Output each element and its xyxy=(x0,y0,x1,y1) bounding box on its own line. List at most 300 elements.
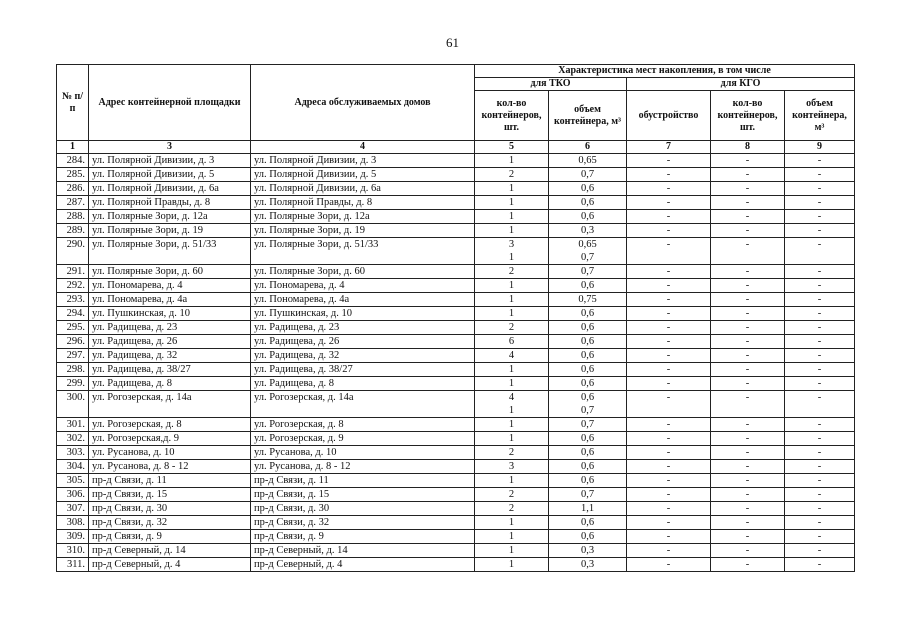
row-number: 298. xyxy=(57,363,89,377)
kgo-container-count: - xyxy=(711,516,785,530)
table-row xyxy=(57,182,855,196)
kgo-container-volume: - xyxy=(785,502,855,516)
kgo-equipment: - xyxy=(627,307,711,321)
site-address: пр-д Северный, д. 4 xyxy=(89,558,251,572)
site-address: ул. Радищева, д. 32 xyxy=(89,349,251,363)
tko-container-volume xyxy=(549,488,627,502)
served-houses: ул. Полярной Дивизии, д. 5 xyxy=(251,168,475,182)
kgo-container-volume: - xyxy=(785,391,855,418)
header-characteristics: Характеристика мест накопления, в том числе xyxy=(475,65,855,78)
container-sites-table xyxy=(56,64,855,572)
tko-container-count-value: 1 xyxy=(508,211,515,222)
column-number: 7 xyxy=(627,141,711,154)
header-tko-count: кол-во контейнеров, шт. xyxy=(475,91,549,141)
served-houses: ул. Русанова, д. 10 xyxy=(251,446,475,460)
row-number: 286. xyxy=(57,182,89,196)
tko-container-count-value: 1 xyxy=(508,559,515,570)
tko-container-count-value: 1 xyxy=(508,517,515,528)
served-houses: ул. Полярные Зори, д. 51/33 xyxy=(251,238,475,265)
kgo-container-count: - xyxy=(711,293,785,307)
served-houses: ул. Радищева, д. 32 xyxy=(251,349,475,363)
header-num: № п/п xyxy=(57,65,89,141)
tko-container-volume xyxy=(549,182,627,196)
kgo-container-volume: - xyxy=(785,544,855,558)
kgo-container-volume: - xyxy=(785,307,855,321)
row-number: 285. xyxy=(57,168,89,182)
table-row xyxy=(57,460,855,474)
kgo-container-volume: - xyxy=(785,182,855,196)
row-number: 304. xyxy=(57,460,89,474)
page-number: 61 xyxy=(446,35,459,50)
site-address: пр-д Связи, д. 32 xyxy=(89,516,251,530)
site-address: ул. Радищева, д. 26 xyxy=(89,335,251,349)
tko-container-count xyxy=(475,321,549,335)
tko-container-count xyxy=(475,474,549,488)
site-address: ул. Радищева, д. 23 xyxy=(89,321,251,335)
tko-container-count-value: 1 xyxy=(508,183,515,194)
kgo-container-volume: - xyxy=(785,516,855,530)
kgo-container-count: - xyxy=(711,224,785,238)
table-row xyxy=(57,558,855,572)
kgo-container-count: - xyxy=(711,279,785,293)
tko-container-count-value: 1 xyxy=(508,378,515,389)
served-houses: пр-д Связи, д. 32 xyxy=(251,516,475,530)
tko-container-volume xyxy=(549,516,627,530)
tko-container-count xyxy=(475,530,549,544)
table-row xyxy=(57,293,855,307)
tko-container-volume xyxy=(549,168,627,182)
kgo-equipment: - xyxy=(627,530,711,544)
tko-container-count xyxy=(475,182,549,196)
tko-container-volume xyxy=(549,210,627,224)
tko-container-volume-value: 0,6 xyxy=(580,280,595,291)
kgo-container-volume: - xyxy=(785,224,855,238)
table-row xyxy=(57,391,855,418)
table-row xyxy=(57,363,855,377)
tko-container-volume-value: 0,3 xyxy=(580,545,595,556)
kgo-container-volume: - xyxy=(785,335,855,349)
kgo-equipment: - xyxy=(627,391,711,418)
row-number: 303. xyxy=(57,446,89,460)
kgo-container-count: - xyxy=(711,446,785,460)
tko-container-count-value: 1 xyxy=(508,405,515,416)
tko-container-count xyxy=(475,418,549,432)
tko-container-count xyxy=(475,544,549,558)
tko-container-count-value: 1 xyxy=(508,280,515,291)
tko-container-count xyxy=(475,391,549,418)
table-row xyxy=(57,418,855,432)
table-row xyxy=(57,265,855,279)
tko-container-count xyxy=(475,265,549,279)
tko-container-volume xyxy=(549,279,627,293)
tko-container-volume-value: 0,6 xyxy=(580,183,595,194)
tko-container-volume xyxy=(549,335,627,349)
kgo-container-volume: - xyxy=(785,279,855,293)
kgo-container-count: - xyxy=(711,418,785,432)
site-address: ул. Пономарева, д. 4 xyxy=(89,279,251,293)
kgo-equipment: - xyxy=(627,210,711,224)
table-row xyxy=(57,502,855,516)
served-houses: ул. Рогозерская, д. 9 xyxy=(251,432,475,446)
row-number: 301. xyxy=(57,418,89,432)
column-number: 8 xyxy=(711,141,785,154)
row-number: 294. xyxy=(57,307,89,321)
tko-container-count-value: 3 xyxy=(508,239,515,250)
tko-container-volume-value: 0,7 xyxy=(580,405,595,416)
row-number: 291. xyxy=(57,265,89,279)
kgo-container-count: - xyxy=(711,349,785,363)
table-row xyxy=(57,488,855,502)
served-houses: ул. Полярные Зори, д. 60 xyxy=(251,265,475,279)
row-number: 296. xyxy=(57,335,89,349)
tko-container-volume-value: 0,6 xyxy=(580,336,595,347)
kgo-container-volume: - xyxy=(785,168,855,182)
tko-container-count xyxy=(475,196,549,210)
kgo-container-count: - xyxy=(711,335,785,349)
kgo-container-count: - xyxy=(711,210,785,224)
tko-container-volume-value: 0,3 xyxy=(580,559,595,570)
kgo-container-count: - xyxy=(711,238,785,265)
header-kgo-volume: объем контейнера, м³ xyxy=(785,91,855,141)
row-number: 310. xyxy=(57,544,89,558)
tko-container-count-value: 1 xyxy=(508,419,515,430)
kgo-equipment: - xyxy=(627,154,711,168)
tko-container-count-value: 1 xyxy=(508,252,515,263)
tko-container-count xyxy=(475,349,549,363)
tko-container-count-value: 2 xyxy=(508,503,515,514)
served-houses: ул. Радищева, д. 26 xyxy=(251,335,475,349)
tko-container-volume xyxy=(549,238,627,265)
row-number: 287. xyxy=(57,196,89,210)
kgo-equipment: - xyxy=(627,349,711,363)
tko-container-count-value: 1 xyxy=(508,308,515,319)
kgo-equipment: - xyxy=(627,544,711,558)
served-houses: пр-д Связи, д. 9 xyxy=(251,530,475,544)
tko-container-volume-value: 0,6 xyxy=(580,322,595,333)
tko-container-volume-value: 0,6 xyxy=(580,461,595,472)
kgo-equipment: - xyxy=(627,377,711,391)
table-row xyxy=(57,446,855,460)
table-row xyxy=(57,279,855,293)
kgo-container-count: - xyxy=(711,168,785,182)
row-number: 308. xyxy=(57,516,89,530)
site-address: пр-д Связи, д. 11 xyxy=(89,474,251,488)
site-address: ул. Русанова, д. 8 - 12 xyxy=(89,460,251,474)
tko-container-count xyxy=(475,238,549,265)
row-number: 305. xyxy=(57,474,89,488)
tko-container-count-value: 2 xyxy=(508,169,515,180)
tko-container-volume xyxy=(549,224,627,238)
site-address: пр-д Северный, д. 14 xyxy=(89,544,251,558)
served-houses: ул. Полярной Правды, д. 8 xyxy=(251,196,475,210)
site-address: пр-д Связи, д. 30 xyxy=(89,502,251,516)
tko-container-count xyxy=(475,502,549,516)
table-row xyxy=(57,196,855,210)
tko-container-volume-value: 0,6 xyxy=(580,475,595,486)
row-number: 288. xyxy=(57,210,89,224)
tko-container-count xyxy=(475,307,549,321)
site-address: ул. Полярные Зори, д. 12а xyxy=(89,210,251,224)
kgo-equipment: - xyxy=(627,516,711,530)
kgo-container-count: - xyxy=(711,307,785,321)
tko-container-count xyxy=(475,279,549,293)
kgo-container-count: - xyxy=(711,474,785,488)
tko-container-volume xyxy=(549,530,627,544)
column-number: 9 xyxy=(785,141,855,154)
tko-container-volume xyxy=(549,502,627,516)
kgo-container-volume: - xyxy=(785,432,855,446)
kgo-equipment: - xyxy=(627,502,711,516)
tko-container-count-value: 4 xyxy=(508,350,515,361)
kgo-container-volume: - xyxy=(785,349,855,363)
tko-container-count-value: 3 xyxy=(508,461,515,472)
site-address: ул. Русанова, д. 10 xyxy=(89,446,251,460)
table-row xyxy=(57,307,855,321)
served-houses: ул. Пушкинская, д. 10 xyxy=(251,307,475,321)
table-row xyxy=(57,474,855,488)
kgo-container-count: - xyxy=(711,196,785,210)
tko-container-volume xyxy=(549,544,627,558)
kgo-equipment: - xyxy=(627,363,711,377)
tko-container-count-value: 1 xyxy=(508,364,515,375)
tko-container-volume xyxy=(549,363,627,377)
tko-container-count xyxy=(475,335,549,349)
tko-container-count-value: 1 xyxy=(508,197,515,208)
served-houses: ул. Пономарева, д. 4 xyxy=(251,279,475,293)
kgo-container-count: - xyxy=(711,502,785,516)
kgo-container-count: - xyxy=(711,377,785,391)
table-row xyxy=(57,516,855,530)
tko-container-count-value: 2 xyxy=(508,447,515,458)
table-row xyxy=(57,321,855,335)
kgo-container-volume: - xyxy=(785,293,855,307)
kgo-equipment: - xyxy=(627,265,711,279)
served-houses: ул. Рогозерская, д. 14а xyxy=(251,391,475,418)
kgo-container-volume: - xyxy=(785,474,855,488)
tko-container-volume-value: 0,7 xyxy=(580,252,595,263)
kgo-container-count: - xyxy=(711,321,785,335)
kgo-container-volume: - xyxy=(785,363,855,377)
served-houses: ул. Радищева, д. 8 xyxy=(251,377,475,391)
site-address: ул. Пономарева, д. 4а xyxy=(89,293,251,307)
kgo-container-count: - xyxy=(711,544,785,558)
kgo-container-volume: - xyxy=(785,418,855,432)
table-row xyxy=(57,530,855,544)
kgo-equipment: - xyxy=(627,488,711,502)
served-houses: ул. Русанова, д. 8 - 12 xyxy=(251,460,475,474)
kgo-equipment: - xyxy=(627,460,711,474)
row-number: 290. xyxy=(57,238,89,265)
row-number: 302. xyxy=(57,432,89,446)
tko-container-volume xyxy=(549,154,627,168)
table-row xyxy=(57,238,855,265)
table-row xyxy=(57,168,855,182)
site-address: ул. Пушкинская, д. 10 xyxy=(89,307,251,321)
table-row xyxy=(57,432,855,446)
served-houses: ул. Рогозерская, д. 8 xyxy=(251,418,475,432)
tko-container-count-value: 1 xyxy=(508,225,515,236)
kgo-container-count: - xyxy=(711,391,785,418)
kgo-container-volume: - xyxy=(785,377,855,391)
kgo-container-count: - xyxy=(711,154,785,168)
kgo-container-volume: - xyxy=(785,446,855,460)
tko-container-volume xyxy=(549,349,627,363)
kgo-container-volume: - xyxy=(785,321,855,335)
column-number: 1 xyxy=(57,141,89,154)
row-number: 297. xyxy=(57,349,89,363)
header-kgo-count: кол-во контейнеров, шт. xyxy=(711,91,785,141)
table-row xyxy=(57,154,855,168)
kgo-container-count: - xyxy=(711,265,785,279)
kgo-container-count: - xyxy=(711,488,785,502)
kgo-equipment: - xyxy=(627,432,711,446)
served-houses: пр-д Северный, д. 14 xyxy=(251,544,475,558)
kgo-container-volume: - xyxy=(785,488,855,502)
tko-container-volume xyxy=(549,265,627,279)
kgo-equipment: - xyxy=(627,335,711,349)
served-houses: ул. Полярные Зори, д. 12а xyxy=(251,210,475,224)
served-houses: ул. Радищева, д. 38/27 xyxy=(251,363,475,377)
tko-container-volume xyxy=(549,418,627,432)
served-houses: пр-д Связи, д. 15 xyxy=(251,488,475,502)
tko-container-volume-value: 0,7 xyxy=(580,489,595,500)
tko-container-count-value: 2 xyxy=(508,322,515,333)
kgo-container-volume: - xyxy=(785,154,855,168)
row-number: 289. xyxy=(57,224,89,238)
tko-container-volume xyxy=(549,474,627,488)
site-address: ул. Рогозерская, д. 14а xyxy=(89,391,251,418)
kgo-container-count: - xyxy=(711,363,785,377)
kgo-equipment: - xyxy=(627,293,711,307)
kgo-container-count: - xyxy=(711,182,785,196)
tko-container-volume xyxy=(549,391,627,418)
tko-container-volume-value: 1,1 xyxy=(580,503,595,514)
tko-container-count xyxy=(475,293,549,307)
column-number: 6 xyxy=(549,141,627,154)
site-address: пр-д Связи, д. 15 xyxy=(89,488,251,502)
tko-container-count-value: 4 xyxy=(508,392,515,403)
served-houses: пр-д Связи, д. 30 xyxy=(251,502,475,516)
kgo-container-volume: - xyxy=(785,196,855,210)
served-houses: ул. Полярной Дивизии, д. 3 xyxy=(251,154,475,168)
kgo-container-volume: - xyxy=(785,265,855,279)
tko-container-count xyxy=(475,363,549,377)
tko-container-volume-value: 0,6 xyxy=(580,531,595,542)
kgo-container-volume: - xyxy=(785,238,855,265)
tko-container-volume xyxy=(549,377,627,391)
site-address: ул. Полярные Зори, д. 51/33 xyxy=(89,238,251,265)
served-houses: ул. Радищева, д. 23 xyxy=(251,321,475,335)
tko-container-count xyxy=(475,377,549,391)
tko-container-count xyxy=(475,432,549,446)
tko-container-volume-value: 0,6 xyxy=(580,197,595,208)
kgo-equipment: - xyxy=(627,224,711,238)
served-houses: ул. Пономарева, д. 4а xyxy=(251,293,475,307)
site-address: ул. Радищева, д. 8 xyxy=(89,377,251,391)
column-number: 5 xyxy=(475,141,549,154)
kgo-container-count: - xyxy=(711,432,785,446)
tko-container-volume-value: 0,6 xyxy=(580,350,595,361)
tko-container-count xyxy=(475,154,549,168)
served-houses: пр-д Северный, д. 4 xyxy=(251,558,475,572)
tko-container-volume xyxy=(549,321,627,335)
tko-container-count-value: 1 xyxy=(508,155,515,166)
table-body xyxy=(57,154,855,572)
site-address: ул. Рогозерская,д. 9 xyxy=(89,432,251,446)
table-row xyxy=(57,349,855,363)
kgo-container-volume: - xyxy=(785,210,855,224)
tko-container-volume-value: 0,6 xyxy=(580,517,595,528)
table-row xyxy=(57,377,855,391)
tko-container-count xyxy=(475,446,549,460)
tko-container-volume-value: 0,6 xyxy=(580,378,595,389)
column-number: 4 xyxy=(251,141,475,154)
column-number: 3 xyxy=(89,141,251,154)
kgo-equipment: - xyxy=(627,558,711,572)
header-kgo: для КГО xyxy=(627,78,855,91)
row-number: 309. xyxy=(57,530,89,544)
tko-container-volume xyxy=(549,460,627,474)
tko-container-volume-value: 0,6 xyxy=(580,211,595,222)
tko-container-count-value: 1 xyxy=(508,294,515,305)
kgo-equipment: - xyxy=(627,196,711,210)
row-number: 306. xyxy=(57,488,89,502)
site-address: ул. Полярные Зори, д. 60 xyxy=(89,265,251,279)
tko-container-count xyxy=(475,224,549,238)
tko-container-volume-value: 0,6 xyxy=(580,447,595,458)
table-header xyxy=(57,65,855,154)
row-number: 307. xyxy=(57,502,89,516)
tko-container-count-value: 2 xyxy=(508,266,515,277)
tko-container-volume-value: 0,65 xyxy=(578,239,597,250)
tko-container-volume-value: 0,6 xyxy=(580,433,595,444)
kgo-container-volume: - xyxy=(785,530,855,544)
tko-container-volume-value: 0,75 xyxy=(578,294,597,305)
kgo-equipment: - xyxy=(627,418,711,432)
kgo-equipment: - xyxy=(627,474,711,488)
site-address: ул. Рогозерская, д. 8 xyxy=(89,418,251,432)
kgo-container-count: - xyxy=(711,460,785,474)
table-row xyxy=(57,224,855,238)
row-number: 292. xyxy=(57,279,89,293)
row-number: 311. xyxy=(57,558,89,572)
kgo-equipment: - xyxy=(627,279,711,293)
tko-container-volume-value: 0,3 xyxy=(580,225,595,236)
served-houses: ул. Полярной Дивизии, д. 6а xyxy=(251,182,475,196)
tko-container-volume xyxy=(549,558,627,572)
tko-container-count xyxy=(475,210,549,224)
header-site-address: Адрес контейнерной площадки xyxy=(89,65,251,141)
site-address: ул. Полярные Зори, д. 19 xyxy=(89,224,251,238)
site-address: ул. Полярной Дивизии, д. 6а xyxy=(89,182,251,196)
header-kgo-equipment: обустройство xyxy=(627,91,711,141)
kgo-container-volume: - xyxy=(785,460,855,474)
tko-container-volume-value: 0,7 xyxy=(580,169,595,180)
tko-container-count xyxy=(475,488,549,502)
tko-container-volume-value: 0,6 xyxy=(580,308,595,319)
tko-container-count xyxy=(475,460,549,474)
served-houses: ул. Полярные Зори, д. 19 xyxy=(251,224,475,238)
tko-container-count-value: 1 xyxy=(508,475,515,486)
tko-container-volume-value: 0,7 xyxy=(580,266,595,277)
tko-container-count-value: 1 xyxy=(508,531,515,542)
kgo-equipment: - xyxy=(627,321,711,335)
header-tko-volume: объем контейнера, м³ xyxy=(549,91,627,141)
tko-container-volume xyxy=(549,196,627,210)
kgo-equipment: - xyxy=(627,446,711,460)
site-address: ул. Полярной Правды, д. 8 xyxy=(89,196,251,210)
tko-container-count xyxy=(475,168,549,182)
